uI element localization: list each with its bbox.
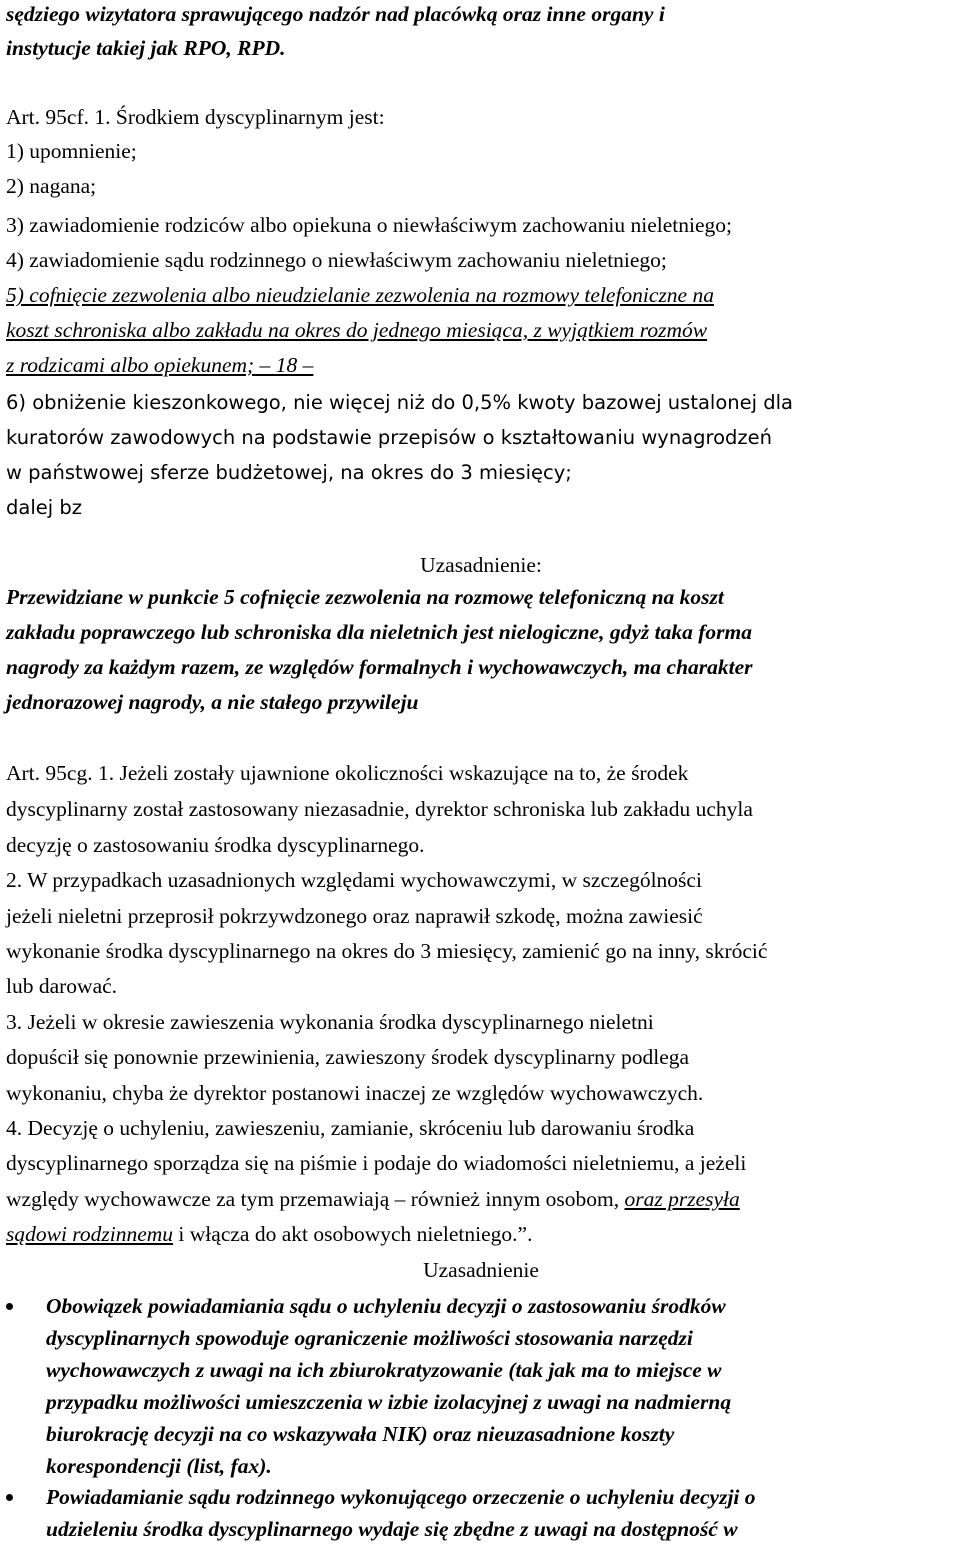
art95cg-line-1: Art. 95cg. 1. Jeżeli zostały ujawnione okoliczności wskazujące na to, że środek bbox=[6, 761, 689, 785]
justification-2-bullet-1-line-1: Obowiązek powiadamiania sądu o uchyleniu decyzji o zastosowaniu środków bbox=[46, 1294, 726, 1318]
art95cg-line-6: wykonanie środka dyscyplinarnego na okres do 3 miesięcy, zamienić go na inny, skrócić bbox=[6, 939, 768, 963]
art95cg-line-10: wykonaniu, chyba że dyrektor postanowi inaczej ze względów wychowawczych. bbox=[6, 1081, 704, 1105]
justification-heading-1: Uzasadnienie: bbox=[420, 553, 542, 577]
art95cg-line-13-text: względy wychowawcze za tym przemawiają – również innym osobom, bbox=[6, 1187, 625, 1211]
art95cf-item-6-line-4: dalej bz bbox=[6, 496, 82, 519]
art95cg-line-12: dyscyplinarnego sporządza się na piśmie i podaje do wiadomości nieletniemu, a jeżeli bbox=[6, 1151, 747, 1175]
justification-2-bullet-1-line-3: wychowawczych z uwagi na ich zbiurokratyzowanie (tak jak ma to miejsce w bbox=[46, 1358, 722, 1382]
art95cg-line-14 bbox=[6, 1217, 532, 1251]
justification-2-bullet-1-line-6: korespondencji (list, fax). bbox=[46, 1454, 272, 1478]
art95cg-line-13 bbox=[6, 1182, 740, 1216]
justification-heading-2: Uzasadnienie bbox=[423, 1258, 539, 1282]
art95cf-item-1: 1) upomnienie; bbox=[6, 139, 137, 163]
justification-2-bullet-1-line-5: biurokrację decyzji na co wskazywała NIK) oraz nieuzasadnione koszty bbox=[46, 1422, 675, 1446]
art95cg-line-11: 4. Decyzję o uchyleniu, zawieszeniu, zamianie, skróceniu lub darowaniu środka bbox=[6, 1116, 695, 1140]
bullet-icon bbox=[6, 1494, 13, 1501]
art95cg-line-14-insert: sądowi rodzinnemu bbox=[6, 1222, 174, 1246]
intro-line-2: instytucje takiej jak RPO, RPD. bbox=[6, 36, 286, 60]
art95cf-item-5-line-1: 5) cofnięcie zezwolenia albo nieudzielanie zezwolenia na rozmowy telefoniczne na bbox=[6, 283, 714, 307]
justification-2-bullet-2-line-2: udzieleniu środka dyscyplinarnego wydaje się zbędne z uwagi na dostępność w bbox=[46, 1517, 738, 1541]
art95cf-item-6-line-3: w państwowej sferze budżetowej, na okres do 3 miesięcy; bbox=[6, 461, 572, 484]
art95cg-line-3: decyzję o zastosowaniu środka dyscyplinarnego. bbox=[6, 833, 425, 857]
justification-1-line-3: nagrody za każdym razem, ze względów formalnych i wychowawczych, ma charakter bbox=[6, 655, 753, 679]
bullet-icon bbox=[6, 1303, 13, 1310]
art95cf-item-6-line-1: 6) obniżenie kieszonkowego, nie więcej niż do 0,5% kwoty bazowej ustalonej dla bbox=[6, 391, 793, 414]
art95cg-line-5: jeżeli nieletni przeprosił pokrzywdzonego oraz naprawił szkodę, można zawiesić bbox=[6, 904, 703, 928]
art95cf-item-5-line-2: koszt schroniska albo zakładu na okres do jednego miesiąca, z wyjątkiem rozmów bbox=[6, 318, 708, 342]
art95cg-line-14-text: i włącza do akt osobowych nieletniego.”. bbox=[173, 1222, 533, 1246]
intro-line-1: sędziego wizytatora sprawującego nadzór nad placówką oraz inne organy i bbox=[6, 2, 665, 26]
art95cf-heading: Art. 95cf. 1. Środkiem dyscyplinarnym jest: bbox=[6, 105, 385, 129]
art95cg-line-7: lub darować. bbox=[6, 974, 118, 998]
art95cf-item-6-line-2: kuratorów zawodowych na podstawie przepisów o kształtowaniu wynagrodzeń bbox=[6, 426, 772, 449]
justification-2-bullet-2-line-1: Powiadamianie sądu rodzinnego wykonującego orzeczenie o uchyleniu decyzji o bbox=[46, 1485, 756, 1509]
justification-1-line-1: Przewidziane w punkcie 5 cofnięcie zezwolenia na rozmowę telefoniczną na koszt bbox=[6, 585, 724, 609]
justification-1-line-4: jednorazowej nagrody, a nie stałego przywileju bbox=[6, 690, 419, 714]
justification-2-bullet-1-line-2: dyscyplinarnych spowoduje ograniczenie możliwości stosowania narzędzi bbox=[46, 1326, 693, 1350]
art95cf-item-5-line-3: z rodzicami albo opiekunem; – 18 – bbox=[6, 353, 314, 377]
justification-2-bullet-1-line-4: przypadku możliwości umieszczenia w izbie izolacyjnej z uwagi na nadmierną bbox=[46, 1390, 732, 1414]
art95cg-line-13-insert: oraz przesyła bbox=[624, 1187, 740, 1211]
art95cg-line-8: 3. Jeżeli w okresie zawieszenia wykonania środka dyscyplinarnego nieletni bbox=[6, 1010, 654, 1034]
art95cg-line-4: 2. W przypadkach uzasadnionych względami wychowawczymi, w szczególności bbox=[6, 868, 702, 892]
justification-1-line-2: zakładu poprawczego lub schroniska dla nieletnich jest nielogiczne, gdyż taka forma bbox=[6, 620, 752, 644]
art95cf-item-3: 3) zawiadomienie rodziców albo opiekuna o niewłaściwym zachowaniu nieletniego; bbox=[6, 213, 732, 237]
art95cg-line-2: dyscyplinarny został zastosowany niezasadnie, dyrektor schroniska lub zakładu uchyla bbox=[6, 797, 753, 821]
art95cf-item-4: 4) zawiadomienie sądu rodzinnego o niewłaściwym zachowaniu nieletniego; bbox=[6, 248, 667, 272]
art95cf-item-2: 2) nagana; bbox=[6, 174, 97, 198]
art95cg-line-9: dopuścił się ponownie przewinienia, zawieszony środek dyscyplinarny podlega bbox=[6, 1045, 690, 1069]
